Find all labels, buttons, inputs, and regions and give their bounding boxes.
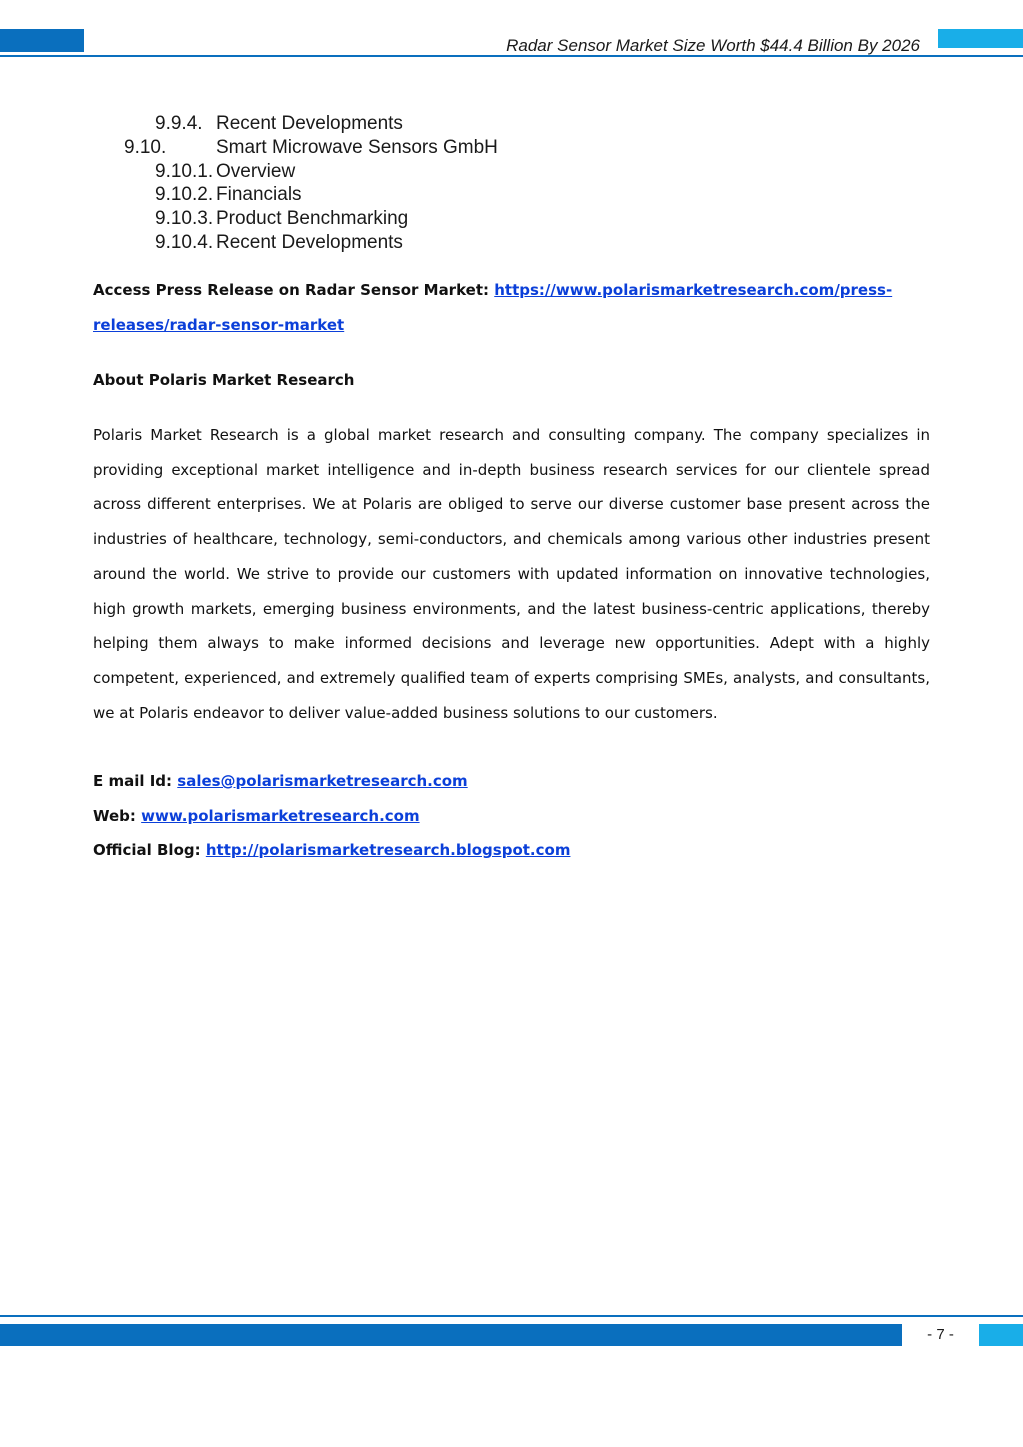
toc-number: 9.10.2. (155, 184, 214, 206)
press-release-link-part2: releases/radar-sensor-market (93, 316, 345, 334)
footer-accent-bar (0, 1324, 902, 1346)
toc-item (0, 136, 1023, 160)
table-of-contents (0, 112, 1023, 255)
contact-block (93, 764, 570, 868)
toc-number: 9.10.1. (155, 160, 214, 182)
web-line (93, 799, 570, 834)
page-number: - 7 - (927, 1326, 954, 1343)
press-release-link-part1: https://www.polarismarketresearch.com/press- (494, 281, 893, 299)
email-line (93, 764, 570, 799)
about-heading: About Polaris Market Research (93, 371, 355, 389)
blog-label: Official Blog: (93, 841, 206, 860)
press-release-label: Access Press Release on Radar Sensor Market: (93, 281, 495, 299)
toc-text: Product Benchmarking (216, 208, 409, 230)
toc-text: Overview (216, 160, 296, 182)
toc-text: Recent Developments (216, 231, 403, 253)
about-paragraph: Polaris Market Research is a global market research and consulting company. The company specializes in providing exceptional market intelligence and in-depth business research services for our clientele spread across different enterprises. We at Polaris are obliged to serve our diverse customer base present across the industries of healthcare, technology, semi-conductors, and chemicals among various other industries present around the world. We strive to provide our customers with updated information on innovative technologies, high growth markets, emerging business environments, and the latest business-centric applications, thereby helping them always to make informed decisions and leverage new opportunities. Adept with a highly competent, experienced, and extremely qualified team of experts comprising SMEs, analysts, and consultants, we at Polaris endeavor to deliver value-added business solutions to our customers. (93, 426, 930, 722)
email-link[interactable]: sales@polarismarketresearch.com (177, 772, 468, 790)
blog-line (93, 833, 570, 868)
toc-text: Smart Microwave Sensors GmbH (216, 136, 498, 158)
toc-item (0, 160, 1023, 184)
toc-text: Financials (216, 184, 302, 206)
footer-accent-right (979, 1324, 1023, 1346)
blog-link[interactable]: http://polarismarketresearch.blogspot.com (205, 841, 571, 860)
toc-item (0, 112, 1023, 136)
web-link[interactable]: www.polarismarketresearch.com (141, 806, 420, 825)
footer-rule (0, 1315, 1023, 1317)
toc-item (0, 183, 1023, 207)
toc-item (0, 231, 1023, 255)
header-accent-right (938, 29, 1023, 48)
toc-item (0, 207, 1023, 231)
press-release-paragraph (93, 273, 930, 343)
toc-number: 9.10.4. (155, 231, 214, 253)
email-label: E mail Id: (93, 772, 178, 790)
toc-text: Recent Developments (216, 113, 403, 134)
toc-number: 9.10.3. (155, 208, 214, 230)
web-label: Web: (93, 806, 142, 825)
toc-number: 9.9.4. (155, 113, 203, 134)
main-content (93, 273, 930, 860)
header-accent-left (0, 29, 84, 52)
header-title: Radar Sensor Market Size Worth $44.4 Billion By 2026 (506, 36, 920, 55)
header-rule (0, 55, 1023, 57)
toc-number: 9.10. (124, 136, 167, 158)
